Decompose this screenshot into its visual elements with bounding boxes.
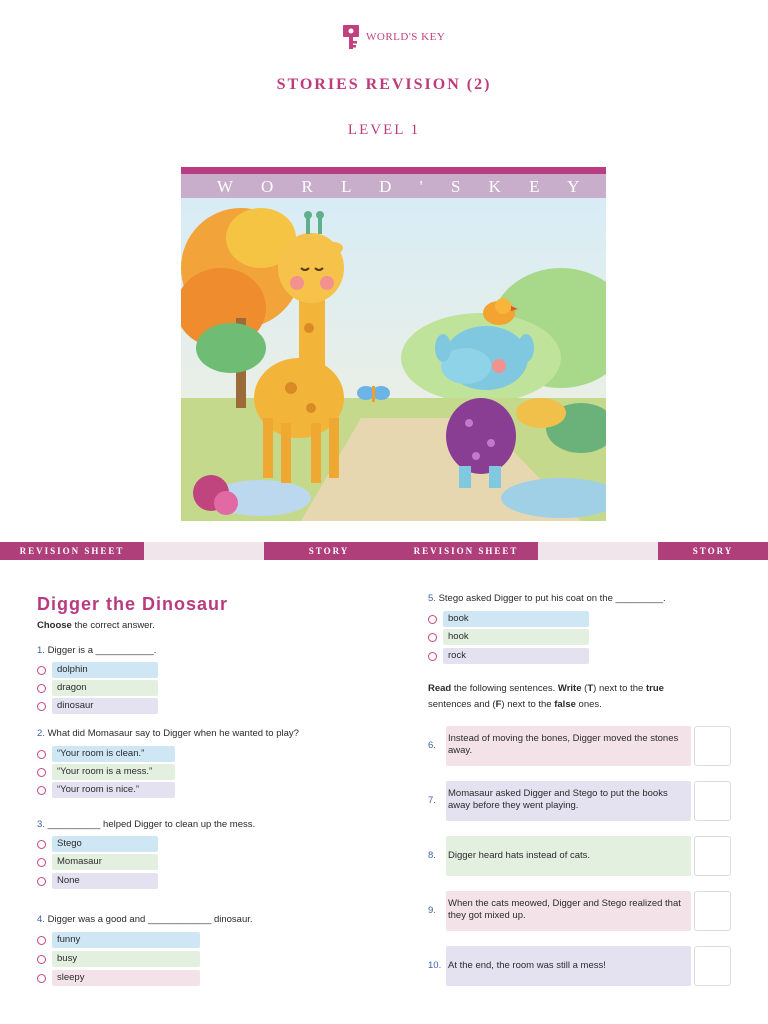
story-tab-left: STORY <box>264 542 394 560</box>
option-1b[interactable] <box>37 680 158 696</box>
tf-text: ) next to the <box>593 683 646 694</box>
radio-icon[interactable] <box>37 768 46 777</box>
option-label: dinosaur <box>52 698 158 714</box>
tf-number: 6. <box>428 740 436 751</box>
tf-item-8 <box>428 836 732 876</box>
option-label: sleepy <box>52 970 200 986</box>
illustration-icon <box>181 198 606 521</box>
question-number: 5. <box>428 593 436 604</box>
band-spacer <box>538 542 658 560</box>
hero-banner-text: W O R L D ' S K E Y <box>217 177 592 196</box>
tf-statement: Digger heard hats instead of cats. <box>446 836 691 876</box>
option-4b[interactable] <box>37 951 200 967</box>
level-label: LEVEL 1 <box>347 122 421 138</box>
question-text: __________ helped Digger to clean up the mess. <box>44 819 256 830</box>
option-3a[interactable] <box>37 836 158 852</box>
option-label: rock <box>443 648 589 664</box>
tf-write: Write <box>557 683 582 694</box>
tf-item-9 <box>428 891 732 931</box>
instruction-bold: Choose <box>37 620 72 631</box>
option-1a[interactable] <box>37 662 158 678</box>
tf-f: F <box>495 699 502 710</box>
option-3c[interactable] <box>37 873 158 889</box>
tf-read: Read <box>428 683 452 694</box>
tf-item-7 <box>428 781 732 821</box>
tf-answer-box[interactable] <box>694 891 731 931</box>
tf-instruction-line-2 <box>428 699 602 710</box>
story-tab-right: STORY <box>658 542 768 560</box>
tf-true: true <box>645 683 664 694</box>
radio-icon[interactable] <box>37 840 46 849</box>
radio-icon[interactable] <box>37 858 46 867</box>
radio-icon[interactable] <box>37 684 46 693</box>
question-number: 1. <box>37 645 45 656</box>
instruction-text: the correct answer. <box>71 620 155 631</box>
option-1c[interactable] <box>37 698 158 714</box>
radio-icon[interactable] <box>37 786 46 795</box>
option-label: Stego <box>52 836 158 852</box>
tf-answer-box[interactable] <box>694 946 731 986</box>
option-label: “Your room is a mess.” <box>52 764 175 780</box>
option-5b[interactable] <box>428 629 589 645</box>
question-3 <box>37 819 255 830</box>
revision-sheet-tab-left: REVISION SHEET <box>0 542 144 560</box>
radio-icon[interactable] <box>37 702 46 711</box>
radio-icon[interactable] <box>37 936 46 945</box>
tf-number: 9. <box>428 905 436 916</box>
option-4c[interactable] <box>37 970 200 986</box>
option-label: hook <box>443 629 589 645</box>
tf-text: ) next to the <box>501 699 555 710</box>
hero-illustration <box>181 167 606 521</box>
tf-t: T <box>587 683 594 694</box>
option-label: Momasaur <box>52 854 158 870</box>
question-text: What did Momasaur say to Digger when he wanted to play? <box>44 728 299 739</box>
tf-answer-box[interactable] <box>694 726 731 766</box>
tf-instruction-line-1 <box>428 683 664 694</box>
option-4a[interactable] <box>37 932 200 948</box>
hero-top-stripe <box>181 167 606 174</box>
tf-false: false <box>554 699 576 710</box>
option-label: funny <box>52 932 200 948</box>
option-5c[interactable] <box>428 648 589 664</box>
question-number: 3. <box>37 819 45 830</box>
tf-text: ( <box>581 683 588 694</box>
tf-answer-box[interactable] <box>694 836 731 876</box>
key-icon <box>342 24 360 50</box>
tf-number: 8. <box>428 850 436 861</box>
tf-number: 10. <box>428 960 442 971</box>
option-label: busy <box>52 951 200 967</box>
radio-icon[interactable] <box>37 974 46 983</box>
question-text: Stego asked Digger to put his coat on the _________. <box>435 593 666 604</box>
tf-text: ones. <box>575 699 602 710</box>
option-3b[interactable] <box>37 854 158 870</box>
option-label: dragon <box>52 680 158 696</box>
radio-icon[interactable] <box>37 666 46 675</box>
option-label: “Your room is clean.” <box>52 746 175 762</box>
question-4 <box>37 914 253 925</box>
tf-statement: When the cats meowed, Digger and Stego realized that they got mixed up. <box>446 891 691 931</box>
radio-icon[interactable] <box>428 633 437 642</box>
question-2 <box>37 728 299 739</box>
tf-statement: Instead of moving the bones, Digger moved the stones away. <box>446 726 691 766</box>
story-title: Digger the Dinosaur <box>37 594 229 614</box>
band-spacer <box>144 542 264 560</box>
revision-band <box>0 542 768 560</box>
logo-text: WORLD'S KEY <box>366 31 446 43</box>
revision-sheet-tab-right: REVISION SHEET <box>394 542 538 560</box>
option-label: “Your room is nice.” <box>52 782 175 798</box>
instruction <box>37 620 155 631</box>
option-2c[interactable] <box>37 782 175 798</box>
question-number: 2. <box>37 728 45 739</box>
tf-answer-box[interactable] <box>694 781 731 821</box>
radio-icon[interactable] <box>37 750 46 759</box>
option-label: None <box>52 873 158 889</box>
page-title: STORIES REVISION (2) <box>276 76 492 93</box>
radio-icon[interactable] <box>37 877 46 886</box>
tf-number: 7. <box>428 795 436 806</box>
radio-icon[interactable] <box>428 615 437 624</box>
question-1 <box>37 645 156 656</box>
option-label: dolphin <box>52 662 158 678</box>
tf-text: the following sentences. <box>451 683 558 694</box>
option-5a[interactable] <box>428 611 589 627</box>
tf-statement: Momasaur asked Digger and Stego to put the books away before they went playing. <box>446 781 691 821</box>
radio-icon[interactable] <box>37 955 46 964</box>
question-number: 4. <box>37 914 45 925</box>
tf-text: sentences and ( <box>428 699 496 710</box>
radio-icon[interactable] <box>428 652 437 661</box>
brand-logo <box>342 24 445 50</box>
question-5 <box>428 593 666 604</box>
option-2a[interactable] <box>37 746 175 762</box>
question-text: Digger was a good and ____________ dinosaur. <box>44 914 253 925</box>
tf-statement: At the end, the room was still a mess! <box>446 946 691 986</box>
option-2b[interactable] <box>37 764 175 780</box>
tf-item-6 <box>428 726 732 766</box>
question-text: Digger is a ___________. <box>44 645 157 656</box>
option-label: book <box>443 611 589 627</box>
tf-item-10 <box>428 946 732 986</box>
